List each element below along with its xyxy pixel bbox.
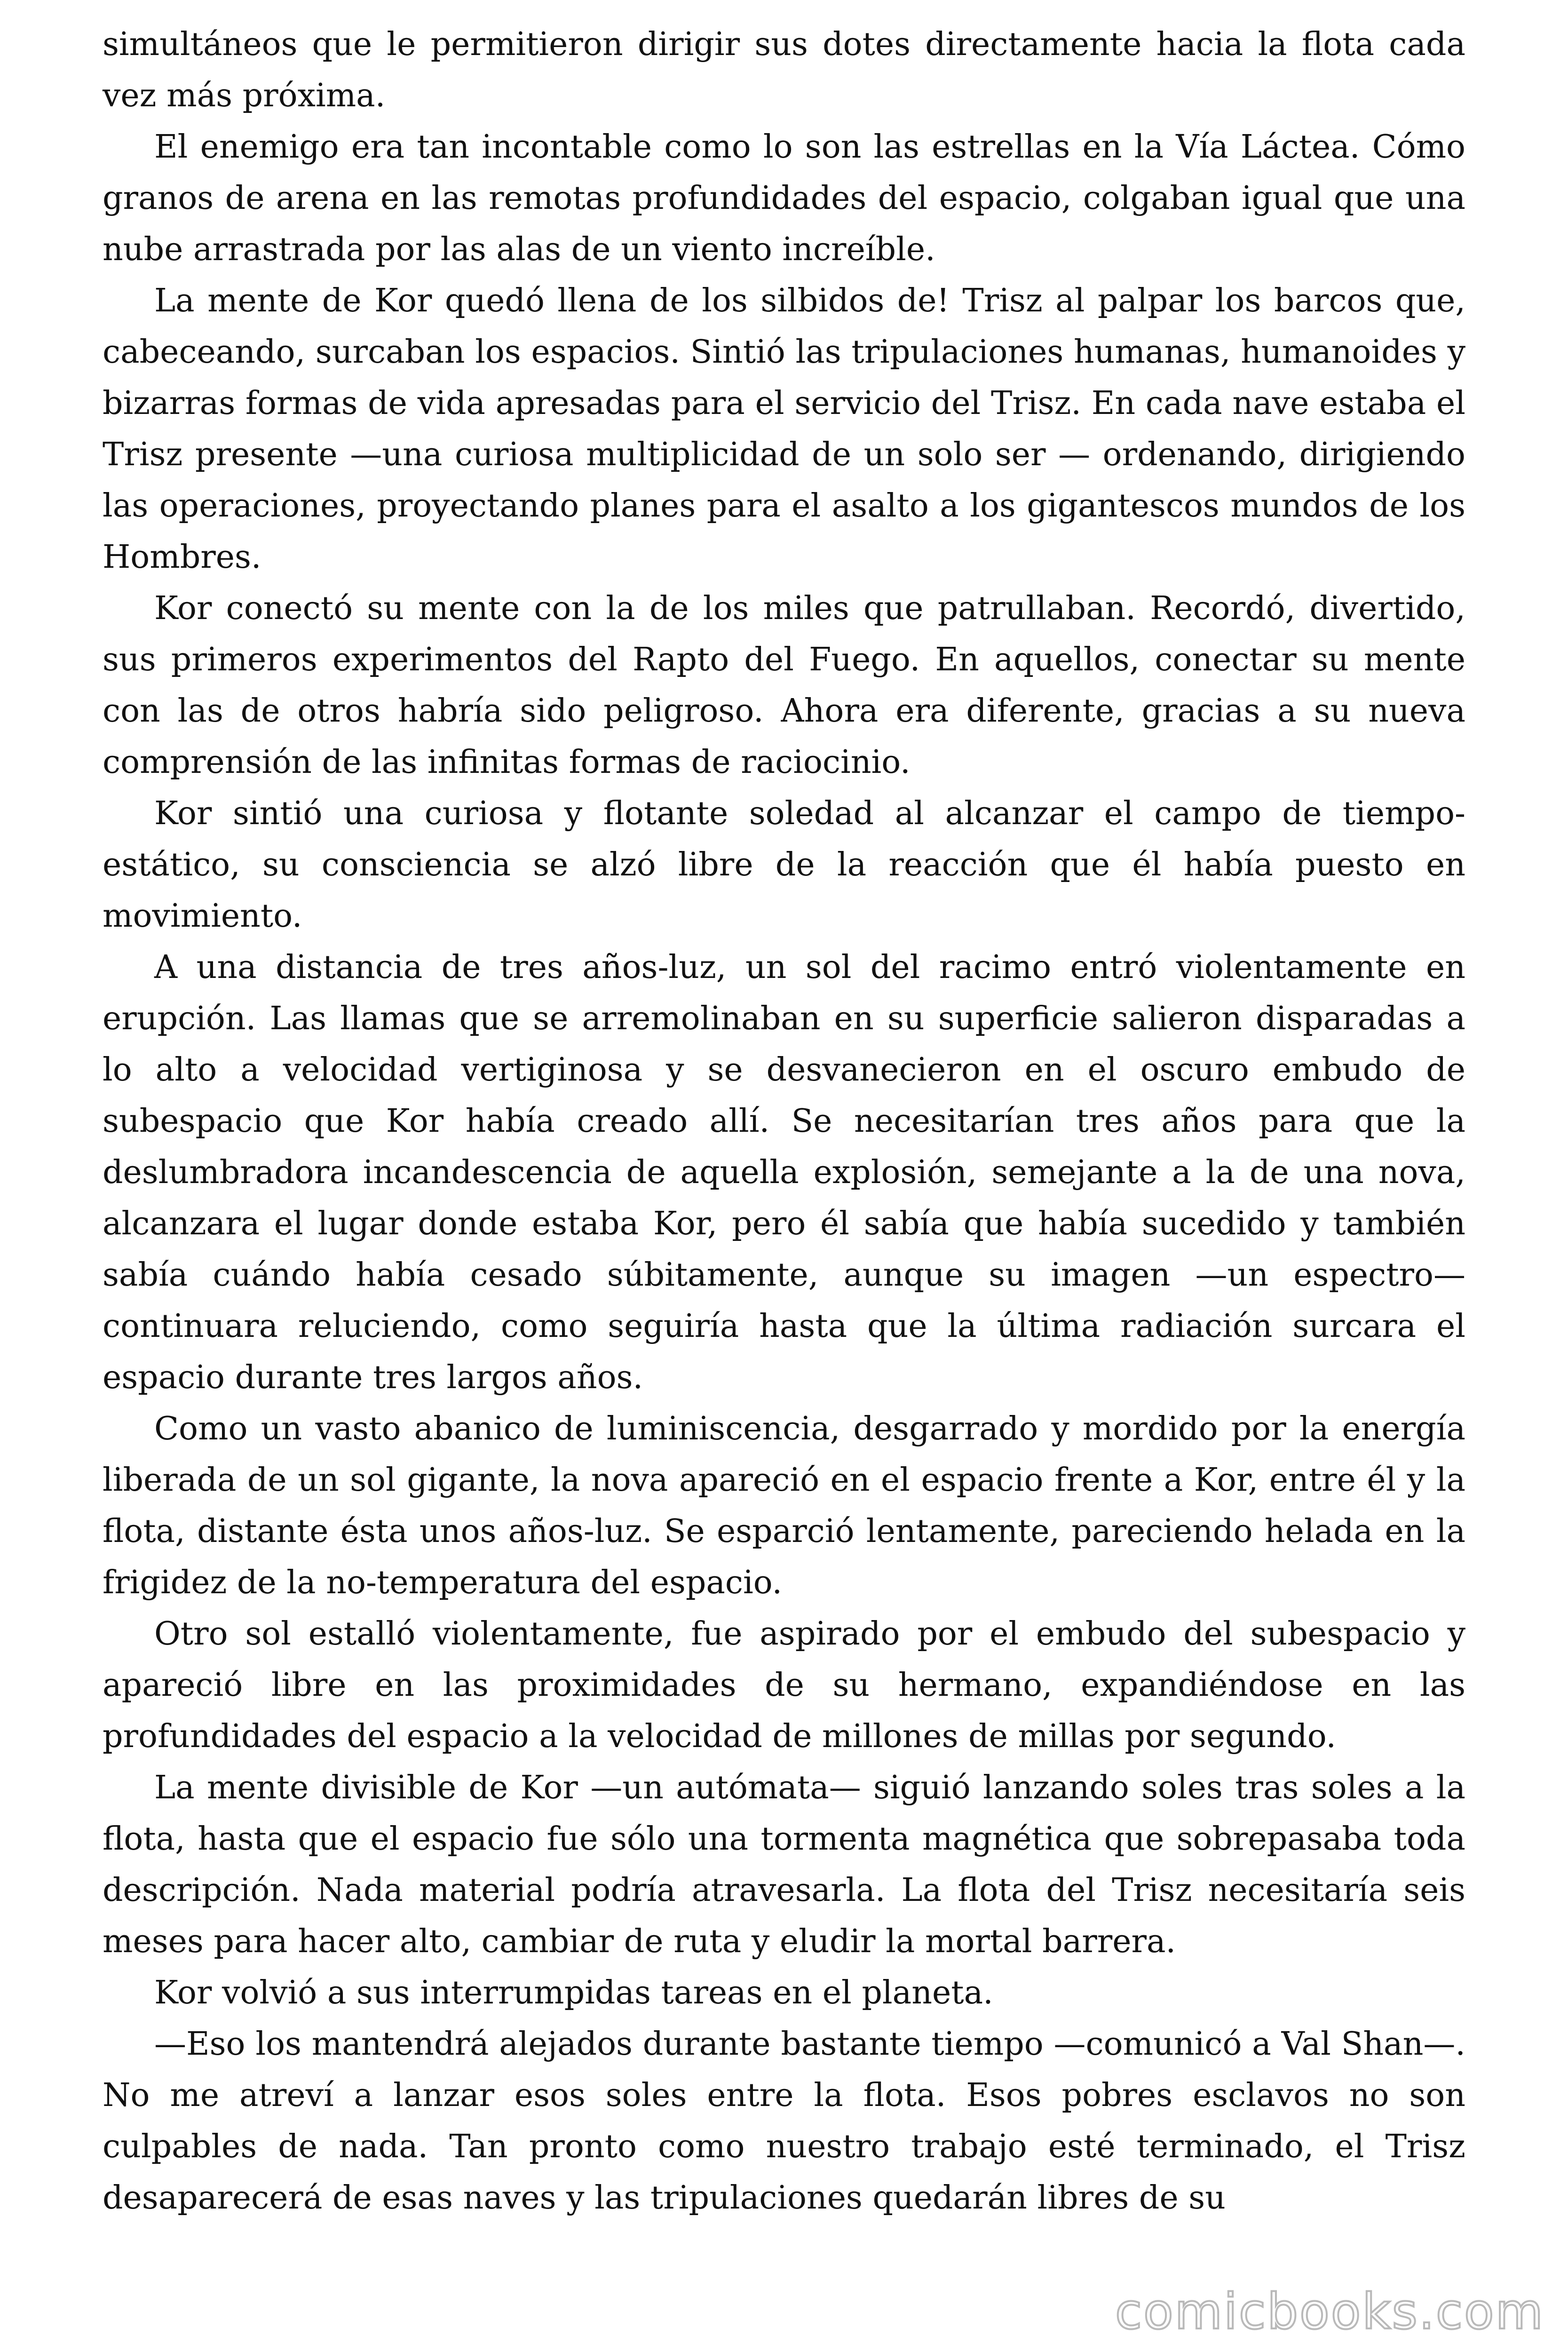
paragraph-4: Kor conectó su mente con la de los miles que patrullaban. Recordó, divertido, sus primeros experimentos del Rapto del Fuego. En aquellos, conectar su mente con las de otros habría sido peligroso. Ahora era diferente, gracias a su nueva comprensión de las infinitas formas de raciocinio.	[103, 590, 1465, 781]
paragraph-10: Kor volvió a sus interrumpidas tareas en el planeta.	[154, 1974, 993, 2011]
paragraph-5: Kor sintió una curiosa y flotante soledad al alcanzar el campo de tiempo-estático, su consciencia se alzó libre de la reacción que él había puesto en movimiento.	[103, 795, 1465, 935]
paragraph-7: Como un vasto abanico de luminiscencia, desgarrado y mordido por la energía liberada de un sol gigante, la nova apareció en el espacio frente a Kor, entre él y la flota, distante ésta unos años-luz. Se esparció lentamente, pareciendo helada en la frigidez de la no-temperatura del espacio.	[103, 1410, 1465, 1601]
paragraph-2: El enemigo era tan incontable como lo son las estrellas en la Vía Láctea. Cómo granos de arena en las remotas profundidades del espacio, colgaban igual que una nube arrastrada por las alas de un viento increíble.	[103, 128, 1465, 268]
paragraph-11: —Eso los mantendrá alejados durante bastante tiempo —comunicó a Val Shan—. No me atreví a lanzar esos soles entre la flota. Esos pobres esclavos no son culpables de nada. Tan pronto como nuestro trabajo esté terminado, el Trisz desaparecerá de esas naves y las tripulaciones quedarán libres de su	[103, 2026, 1465, 2217]
paragraph-9: La mente divisible de Kor —un autómata— siguió lanzando soles tras soles a la flota, hasta que el espacio fue sólo una tormenta magnética que sobrepasaba toda descripción. Nada material podría atravesarla. La flota del Trisz necesitaría seis meses para hacer alto, cambiar de ruta y eludir la mortal barrera.	[103, 1769, 1465, 1960]
paragraph-1: simultáneos que le permitieron dirigir sus dotes directamente hacia la flota cada vez más próxima.	[103, 26, 1465, 114]
paragraph-8: Otro sol estalló violentamente, fue aspirado por el embudo del subespacio y apareció libre en las proximidades de su hermano, expandiéndose en las profundidades del espacio a la velocidad de millones de millas por segundo.	[103, 1615, 1465, 1755]
paragraph-6: A una distancia de tres años-luz, un sol del racimo entró violentamente en erupción. Las llamas que se arremolinaban en su superficie salieron disparadas a lo alto a velocidad vertiginosa y se desvanecieron en el oscuro embudo de subespacio que Kor había creado allí. Se necesitarían tres años para que la deslumbradora incandescencia de aquella explosión, semejante a la de una nova, alcanzara el lugar donde estaba Kor, pero él sabía que había sucedido y también sabía cuándo había cesado súbitamente, aunque su imagen —un espectro— continuara reluciendo, como seguiría hasta que la última radiación surcara el espacio durante tres largos años.	[103, 949, 1465, 1396]
watermark: comicbooks.com	[1115, 2283, 1544, 2340]
page-body	[103, 19, 1465, 2224]
paragraph-3: La mente de Kor quedó llena de los silbidos de! Trisz al palpar los barcos que, cabeceando, surcaban los espacios. Sintió las tripulaciones humanas, humanoides y bizarras formas de vida apresadas para el servicio del Trisz. En cada nave estaba el Trisz presente —una curiosa multiplicidad de un solo ser — ordenando, dirigiendo las operaciones, proyectando planes para el asalto a los gigantescos mundos de los Hombres.	[103, 282, 1465, 576]
